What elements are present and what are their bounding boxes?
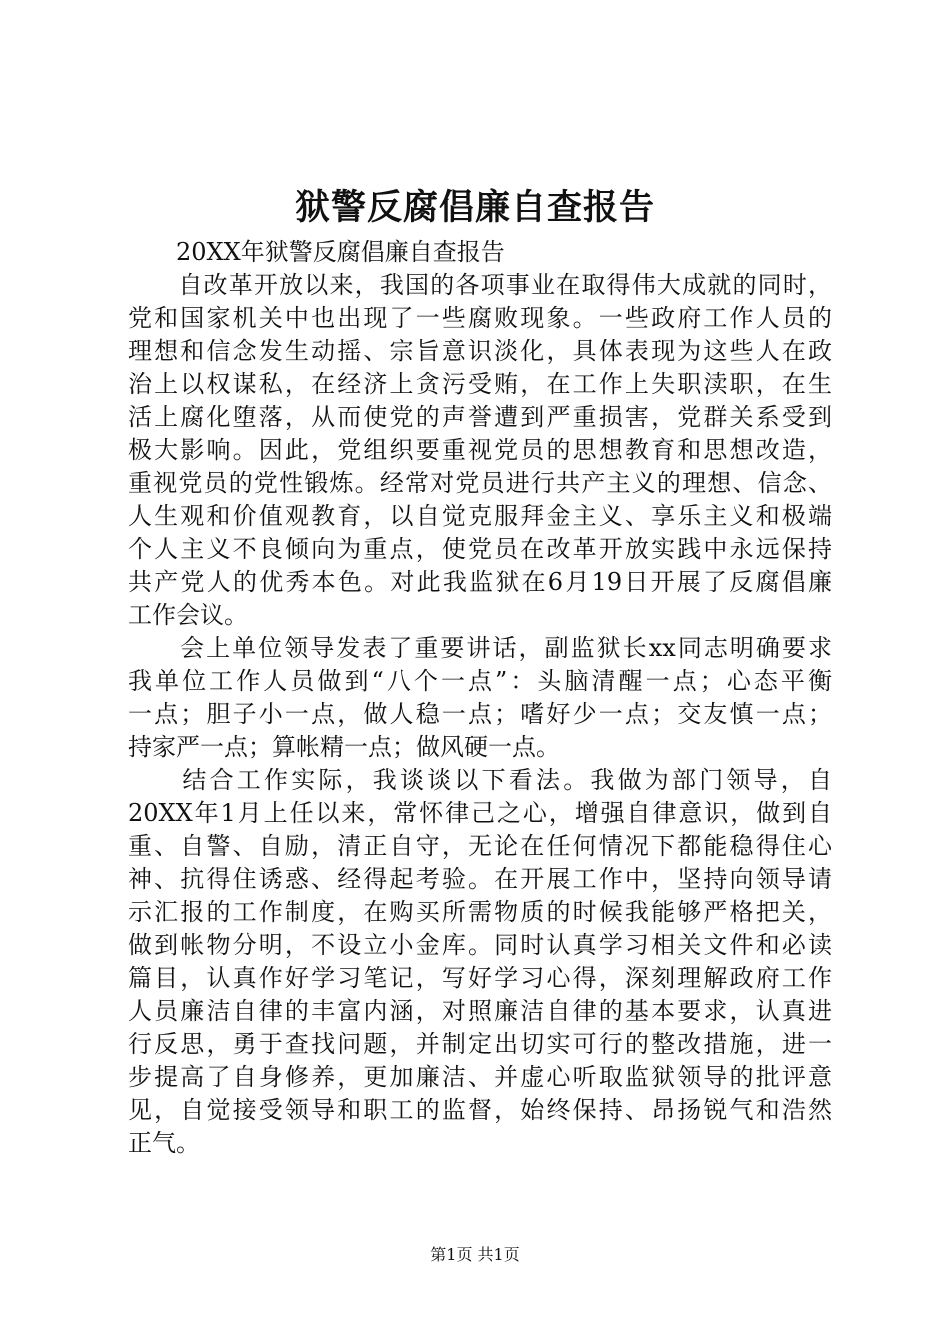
body-line: 工作会议。 — [128, 601, 248, 629]
body-line: 自改革开放以来，我国的各项事业在取得伟大成就的同时， — [128, 271, 832, 299]
body-line: 人员廉洁自律的丰富内涵，对照廉洁自律的基本要求，认真进 — [128, 997, 832, 1025]
body-line: 共产党人的优秀本色。对此我监狱在6月19日开展了反腐倡廉 — [128, 568, 832, 596]
body-line: 神、抗得住诱惑、经得起考验。在开展工作中，坚持向领导请 — [128, 865, 832, 893]
body-line: 人生观和价值观教育，以自觉克服拜金主义、享乐主义和极端 — [128, 502, 832, 530]
body-line: 正气。 — [128, 1129, 200, 1157]
body-line: 20XX年1月上任以来，常怀律己之心，增强自律意识，做到自 — [128, 799, 832, 827]
body-line: 一点；胆子小一点，做人稳一点；嗜好少一点；交友慎一点； — [128, 700, 832, 728]
body-line: 活上腐化堕落，从而使党的声誉遭到严重损害，党群关系受到 — [128, 403, 832, 431]
body-line: 个人主义不良倾向为重点，使党员在改革开放实践中永远保持 — [128, 535, 832, 563]
body-line: 篇目，认真作好学习笔记，写好学习心得，深刻理解政府工作 — [128, 964, 832, 992]
body-line: 持家严一点；算帐精一点；做风硬一点。 — [128, 733, 560, 761]
body-line: 极大影响。因此，党组织要重视党员的思想教育和思想改造， — [128, 436, 832, 464]
document-body — [128, 236, 832, 1160]
body-line: 理想和信念发生动摇、宗旨意识淡化，具体表现为这些人在政 — [128, 337, 832, 365]
body-line: 做到帐物分明，不设立小金库。同时认真学习相关文件和必读 — [128, 931, 832, 959]
body-line: 治上以权谋私，在经济上贪污受贿，在工作上失职渎职，在生 — [128, 370, 832, 398]
body-line: 步提高了自身修养，更加廉洁、并虚心听取监狱领导的批评意 — [128, 1063, 832, 1091]
body-line: 重、自警、自励，清正自守，无论在任何情况下都能稳得住心 — [128, 832, 832, 860]
body-line: 我单位工作人员做到“八个一点”：头脑清醒一点；心态平衡 — [128, 667, 832, 695]
body-line: 党和国家机关中也出现了一些腐败现象。一些政府工作人员的 — [128, 304, 832, 332]
body-line: 重视党员的党性锻炼。经常对党员进行共产主义的理想、信念、 — [128, 469, 832, 497]
body-line: 结合工作实际，我谈谈以下看法。我做为部门领导，自 — [128, 766, 832, 794]
body-line: 示汇报的工作制度，在购买所需物质的时候我能够严格把关， — [128, 898, 832, 926]
document-title: 狱警反腐倡廉自查报告 — [294, 187, 655, 228]
body-line: 20XX年狱警反腐倡廉自查报告 — [128, 238, 505, 266]
body-line: 会上单位领导发表了重要讲话，副监狱长xx同志明确要求 — [128, 634, 832, 662]
page-number-footer: 第1页 共1页 — [430, 1245, 520, 1264]
body-line: 行反思，勇于查找问题，并制定出切实可行的整改措施，进一 — [128, 1030, 832, 1058]
body-line: 见，自觉接受领导和职工的监督，始终保持、昂扬锐气和浩然 — [128, 1096, 832, 1124]
